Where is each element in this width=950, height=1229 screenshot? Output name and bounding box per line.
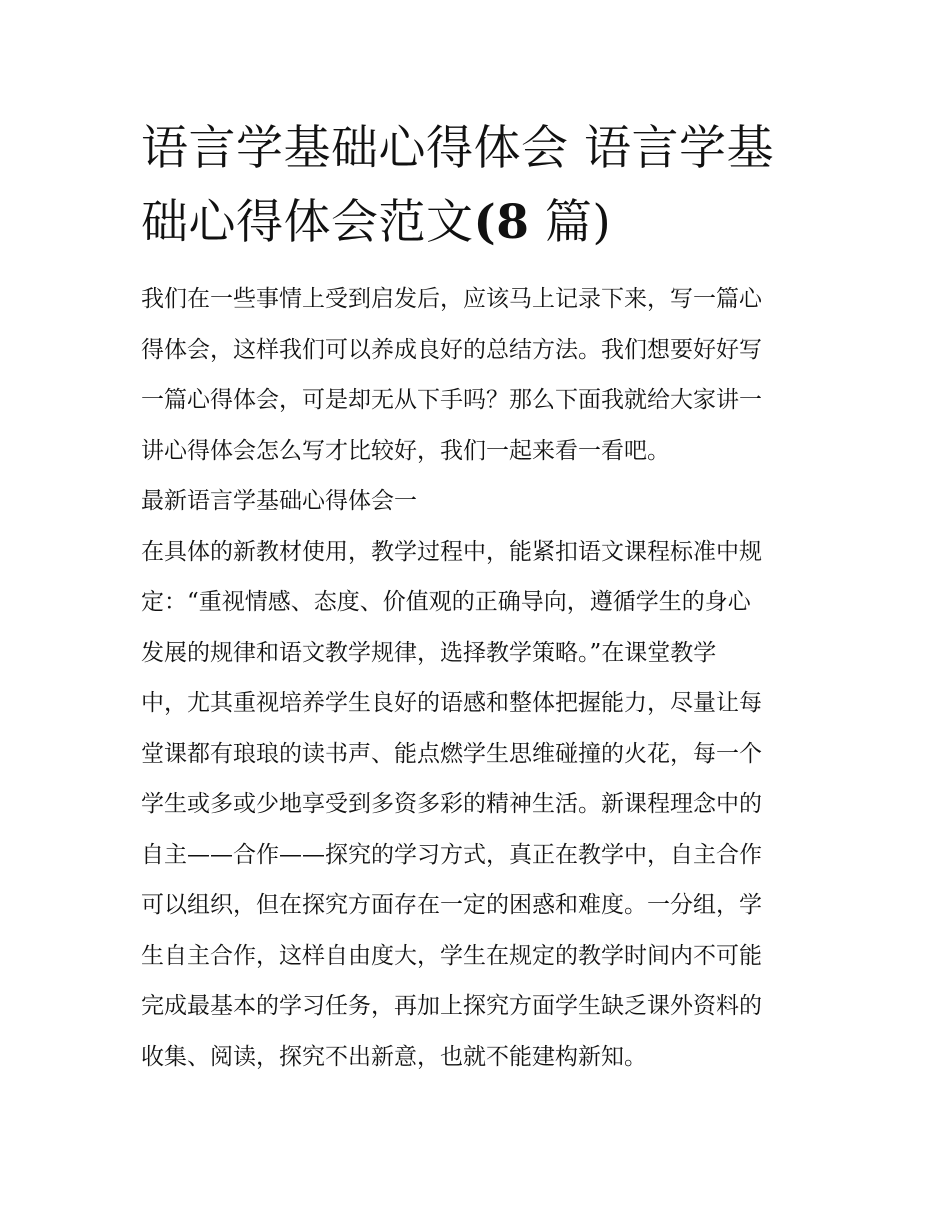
body-line: 自主——合作——探究的学习方式，真正在教学中，自主合作: [141, 841, 762, 868]
title-article-count: 8: [496, 195, 530, 250]
section-heading: 最新语言学基础心得体会一: [141, 488, 417, 514]
document-title: [141, 112, 813, 260]
body-paragraph: [141, 527, 813, 1083]
body-line: 堂课都有琅琅的读书声、能点燃学生思维碰撞的火花，每一个: [141, 740, 762, 767]
body-line: 完成最基本的学习任务，再加上探究方面学生缺乏课外资料的: [141, 993, 762, 1019]
intro-line: 我们在一些事情上受到启发后，应该马上记录下来，写一篇心: [141, 286, 762, 312]
document-content: [141, 112, 813, 1082]
body-line: 可以组织，但在探究方面存在一定的困惑和难度。一分组，学: [141, 892, 762, 918]
body-line: 收集、阅读，探究不出新意，也就不能建构新知。: [141, 1043, 647, 1070]
body-line: 学生或多或少地享受到多资多彩的精神生活。新课程理念中的: [141, 791, 762, 817]
body-line: 发展的规律和语文教学规律，选择教学策略。”在课堂教学: [141, 639, 717, 666]
title-line-2: [141, 186, 813, 260]
body-line: 在具体的新教材使用，教学过程中，能紧扣语文课程标准中规: [141, 538, 762, 565]
intro-line: 讲心得体会怎么写才比较好，我们一起来看一看吧。: [141, 437, 670, 464]
title-paren-open: (: [473, 195, 497, 250]
body-line: 中，尤其重视培养学生良好的语感和整体把握能力，尽量让每: [141, 690, 762, 716]
intro-line: 一篇心得体会，可是却无从下手吗？那么下面我就给大家讲一: [141, 387, 762, 413]
title-line-1: 语言学基础心得体会 语言学基: [141, 121, 774, 176]
intro-paragraph: [141, 274, 813, 476]
title-line-2-prefix: 础心得体会范文: [141, 195, 474, 250]
body-line: 生自主合作，这样自由度大，学生在规定的教学时间内不可能: [141, 942, 762, 969]
body-line: 定：“重视情感、态度、价值观的正确导向，遵循学生的身心: [141, 589, 751, 615]
intro-line: 得体会，这样我们可以养成良好的总结方法。我们想要好好写: [141, 336, 762, 363]
title-line-2-suffix: 篇): [529, 195, 612, 250]
